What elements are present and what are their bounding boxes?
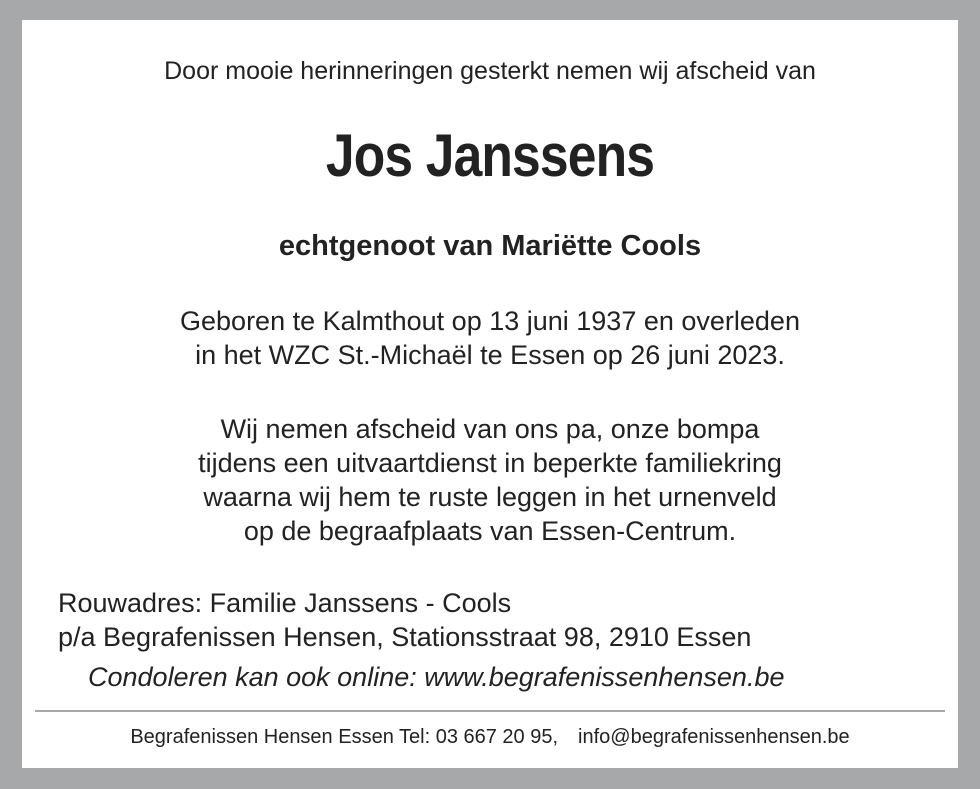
address-street-line: p/a Begrafenissen Hensen, Stationsstraat 98, 2910 Essen [58,622,752,652]
spouse-line: echtgenoot van Mariëtte Cools [278,230,702,262]
birth-line: Geboren te Kalmthout op 13 juni 1937 en overleden [180,306,800,336]
footer-contact [22,724,958,750]
mourning-address [58,586,751,654]
deceased-name: Jos Janssens [325,122,655,189]
footer-email-link[interactable]: info@begrafenissenhensen.be [578,726,850,748]
farewell-line: op de begraafplaats van Essen-Centrum. [243,516,737,546]
footer-company-phone: Begrafenissen Hensen Essen Tel: 03 667 20 95, [130,726,559,748]
farewell-paragraph [22,412,958,548]
footer-divider [35,710,945,712]
address-family-line: Rouwadres: Familie Janssens - Cools [58,588,512,618]
condolence-online-text: Condoleren kan ook online: www.begrafenissenhensen.be [88,662,785,692]
death-line: in het WZC St.-Michaël te Essen op 26 juni 2023. [195,340,785,370]
intro-text: Door mooie herinneringen gesterkt nemen wij afscheid van [164,57,816,85]
birth-death-paragraph [22,304,958,372]
farewell-line: waarna wij hem te ruste leggen in het urnenveld [203,482,777,512]
notice-card [22,20,958,768]
farewell-line: Wij nemen afscheid van ons pa, onze bompa [220,414,760,444]
farewell-line: tijdens een uitvaartdienst in beperkte familiekring [198,448,782,478]
